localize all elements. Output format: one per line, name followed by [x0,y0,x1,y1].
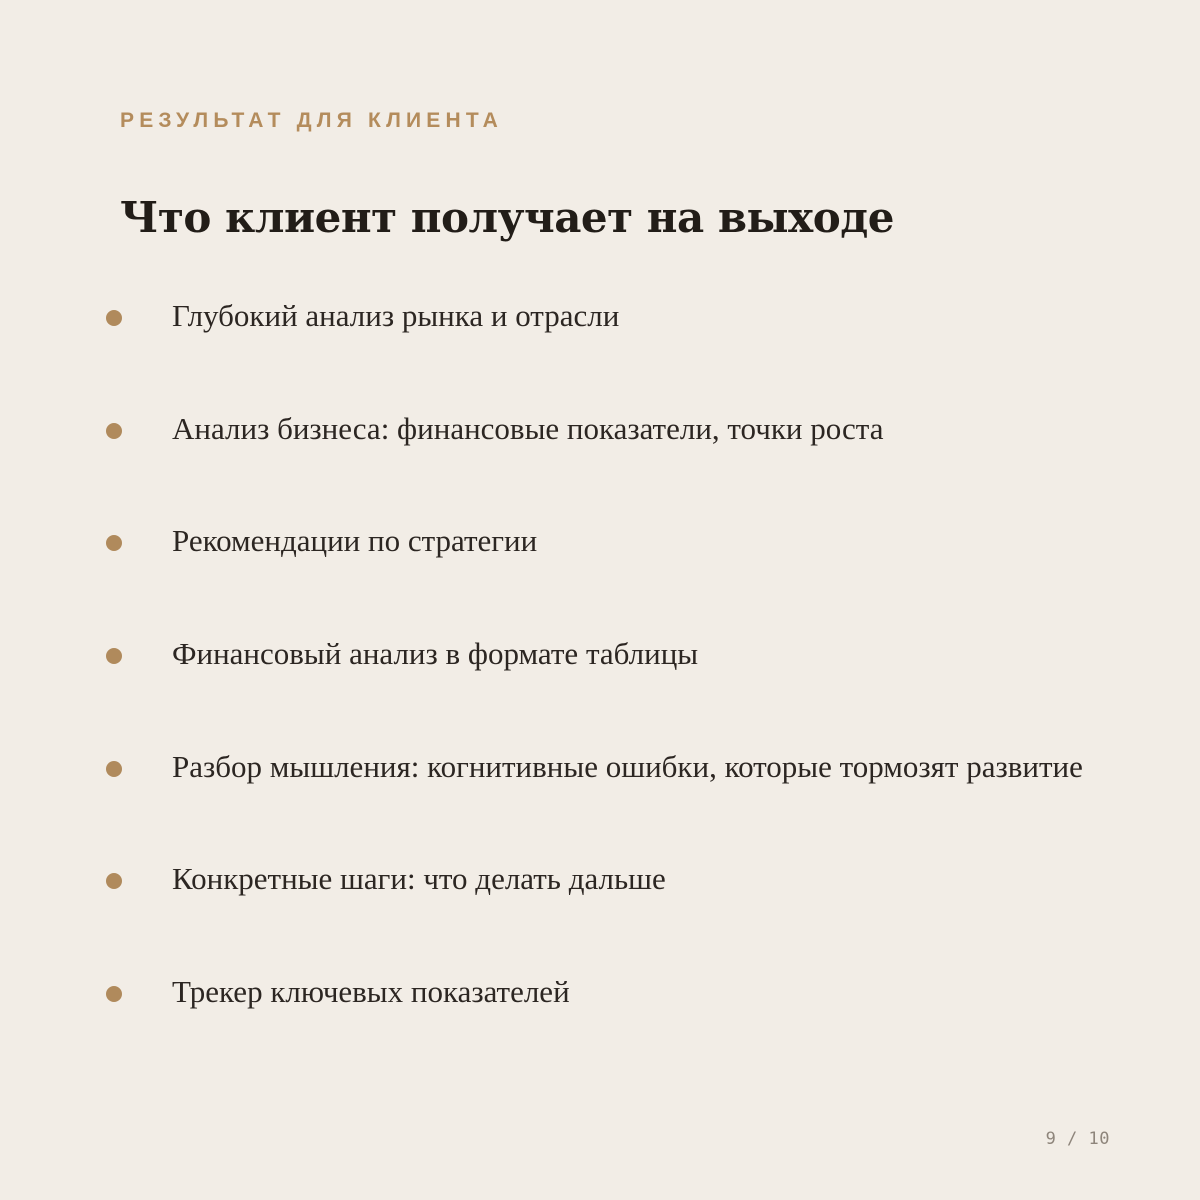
list-item-text: Трекер ключевых показателей [172,974,570,1009]
list-item-text: Глубокий анализ рынка и отрасли [172,298,620,333]
list-item-text: Рекомендации по стратегии [172,523,538,558]
bullet-dot-icon [106,873,122,889]
bullet-dot-icon [106,423,122,439]
bullet-dot-icon [106,986,122,1002]
list-item-text: Анализ бизнеса: финансовые показатели, точки роста [172,411,884,446]
bullet-dot-icon [106,310,122,326]
bullet-dot-icon [106,761,122,777]
bullet-dot-icon [106,648,122,664]
list-item-text: Конкретные шаги: что делать дальше [172,861,666,896]
eyebrow-label: РЕЗУЛЬТАТ ДЛЯ КЛИЕНТА [120,109,503,132]
page-title: Что клиент получает на выходе [120,193,894,242]
list-item-text: Финансовый анализ в формате таблицы [172,636,699,671]
bullet-dot-icon [106,535,122,551]
page-indicator: 9 / 10 [1045,1129,1110,1149]
list-item-text: Разбор мышления: когнитивные ошибки, которые тормозят развитие [172,749,1083,784]
